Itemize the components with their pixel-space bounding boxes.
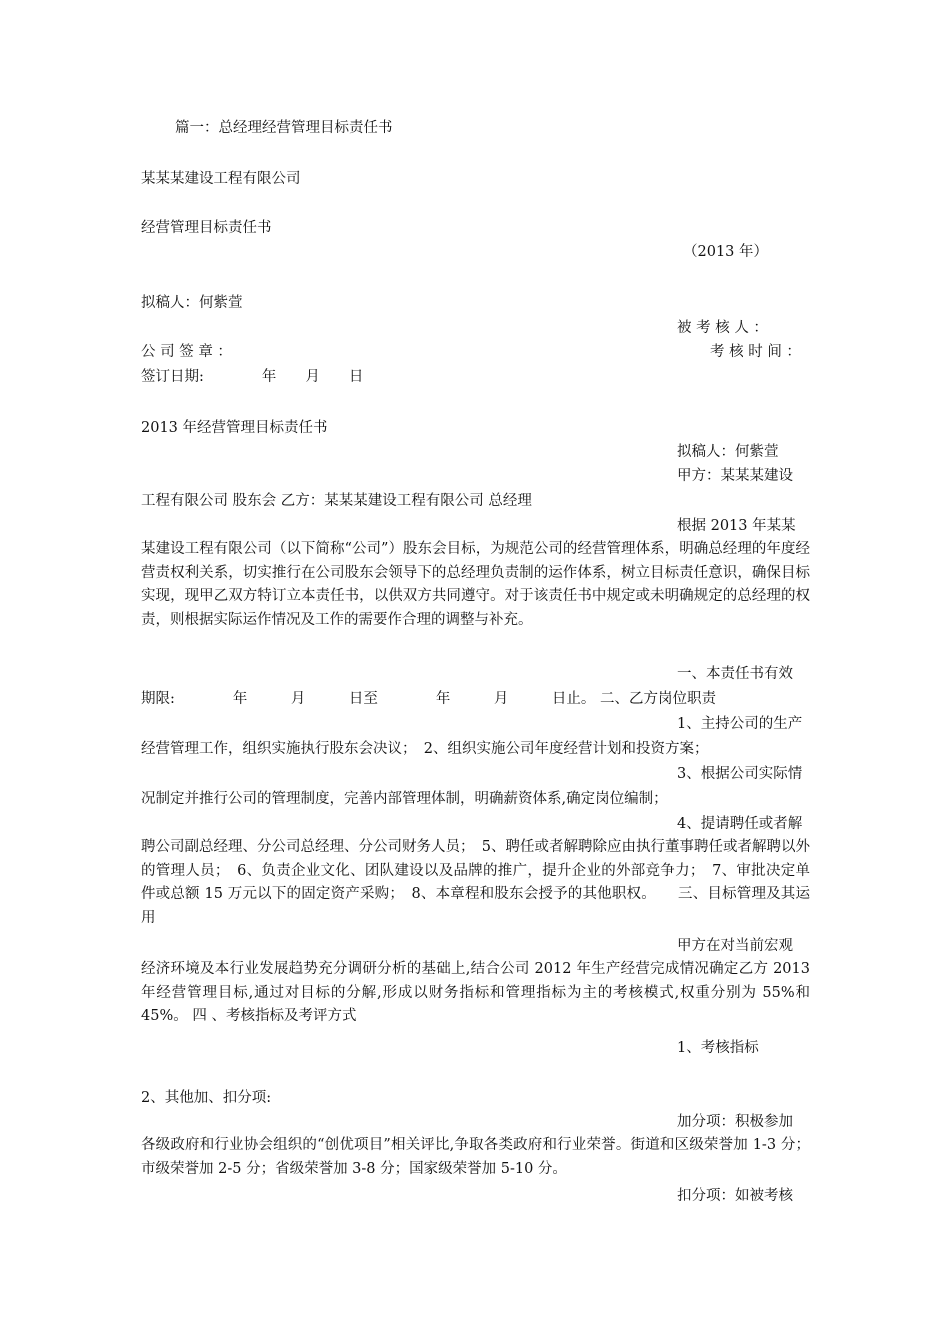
section-title: 2013 年经营管理目标责任书	[141, 420, 328, 436]
bonus-paragraph: 各级政府和行业协会组织的“创优项目”相关评比,争取各类政府和行业荣誉。街道和区级荣誉加 1-3 分；市级荣誉加 2-5 分；省级荣誉加 3-8 分；国家级荣誉加 5-10 分。	[141, 1137, 810, 1177]
extra-items-heading: 2、其他加、扣分项:	[141, 1090, 272, 1106]
company-name: 某某某建设工程有限公司	[141, 171, 301, 187]
assessment-indicator-heading: 1、考核指标	[677, 1040, 759, 1056]
basis-start: 根据 2013 年某某	[677, 518, 796, 534]
sign-date-line: 签订日期: 年 月 日	[141, 369, 364, 385]
drafter-line-2: 拟稿人：何紫萱	[677, 444, 779, 460]
parties-line: 工程有限公司 股东会 乙方：某某某建设工程有限公司 总经理	[141, 493, 532, 509]
party-a-start: 甲方：某某某建设	[677, 468, 793, 484]
year-label: （2013 年）	[683, 244, 769, 260]
document-title: 经营管理目标责任书	[141, 220, 272, 236]
drafter-line: 拟稿人：何紫萱	[141, 295, 243, 311]
basis-paragraph: 某建设工程有限公司（以下简称“公司”）股东会目标，为规范公司的经营管理体系，明确总经理的年度经营责权利关系，切实推行在公司股东会领导下的总经理负责制的运作体系，树立目标责任意识，确保目标实现，现甲乙双方特订立本责任书，以供双方共同遵守。对于该责任书中规定或未明确规定的总经理的权责，则根据实际运作情况及工作的需要作合理的调整与补充。	[141, 541, 810, 628]
assess-time-label: 考 核 时 间 ：	[710, 344, 801, 360]
duty-1-start: 1、主持公司的生产	[677, 716, 803, 732]
company-seal-label: 公 司 签 章 ：	[141, 344, 232, 360]
duty-1-line: 经营管理工作，组织实施执行股东会决议； 2、组织实施公司年度经营计划和投资方案；	[141, 741, 709, 757]
duty-4-start: 4、提请聘任或者解	[677, 816, 803, 832]
duty-3-start: 3、根据公司实际情	[677, 766, 803, 782]
bonus-start: 加分项：积极参加	[677, 1114, 793, 1130]
part-title: 篇一：总经理经营管理目标责任书	[175, 120, 393, 136]
target-start: 甲方在对当前宏观	[677, 938, 793, 954]
term-line: 期限: 年 月 日至 年 月 日止。 二、乙方岗位职责	[141, 691, 716, 707]
target-paragraph: 经济环境及本行业发展趋势充分调研分析的基础上,结合公司 2012 年生产经营完成情况确定乙方 2013 年经营管理目标,通过对目标的分解,形成以财务指标和管理指标为主的考核模式,权重分别为 55%和 45%。 四 、考核指标及考评方式	[141, 961, 810, 1024]
term-start: 一、本责任书有效	[677, 666, 793, 682]
duty-4-paragraph: 聘公司副总经理、分公司总经理、分公司财务人员； 5、聘任或者解聘除应由执行董事聘任或者解聘以外的管理人员； 6、负责企业文化、团队建设以及品牌的推广，提升企业的外部竞争力； 7、审批决定单件或总额 15 万元以下的固定资产采购； 8、本章程和股东会授予的其他职权。 三、目标管理及其运用	[141, 839, 810, 926]
assessee-label: 被 考 核 人 ：	[677, 320, 768, 336]
duty-3-line: 况制定并推行公司的管理制度，完善内部管理体制，明确薪资体系,确定岗位编制；	[141, 791, 668, 807]
deduct-start: 扣分项：如被考核	[677, 1188, 793, 1204]
